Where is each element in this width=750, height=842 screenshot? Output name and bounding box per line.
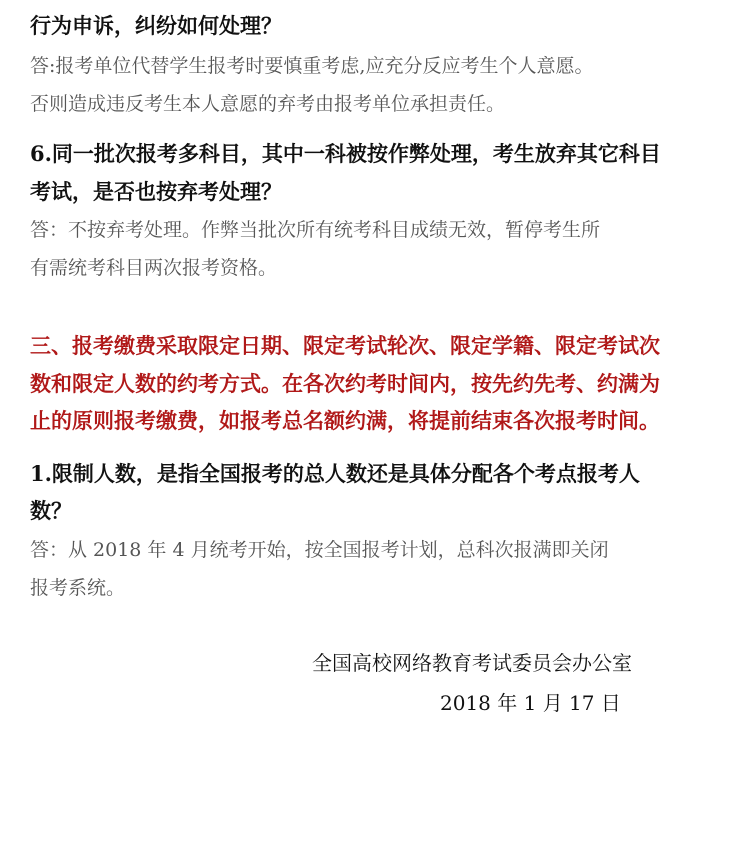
answer-1-line: 答：从 2018 年 4 月统考开始，按全国报考计划，总科次报满即关闭 xyxy=(30,539,609,561)
section-3-line: 止的原则报考缴费，如报考总名额约满，将提前结束各次报考时间。 xyxy=(30,409,660,433)
signature-organization: 全国高校网络教育考试委员会办公室 xyxy=(312,651,632,675)
signature-date: 2018 年 1 月 17 日 xyxy=(440,691,621,715)
section-3-line: 三、报考缴费采取限定日期、限定考试轮次、限定学籍、限定考试次 xyxy=(30,334,660,358)
answer-6-line: 答：不按弃考处理。作弊当批次所有统考科目成绩无效，暂停考生所 xyxy=(30,219,601,241)
section-3-line: 数和限定人数的约考方式。在各次约考时间内，按先约先考、约满为 xyxy=(30,372,660,396)
answer-line: 答:报考单位代替学生报考时要慎重考虑,应充分反应考生个人意愿。 xyxy=(30,55,594,77)
answer-line: 否则造成违反考生本人意愿的弃考由报考单位承担责任。 xyxy=(30,93,506,115)
question-6-line: 6.同一批次报考多科目，其中一科被按作弊处理，考生放弃其它科目 xyxy=(30,141,661,166)
question-1-line: 数？ xyxy=(30,498,72,523)
answer-1-line: 报考系统。 xyxy=(30,577,126,599)
question-tail: 行为申诉，纠纷如何处理？ xyxy=(30,13,282,38)
question-6-line: 考试，是否也按弃考处理？ xyxy=(30,179,282,204)
question-1-line: 1.限制人数，是指全国报考的总人数还是具体分配各个考点报考人 xyxy=(30,461,640,486)
answer-6-line: 有需统考科目两次报考资格。 xyxy=(30,257,278,279)
